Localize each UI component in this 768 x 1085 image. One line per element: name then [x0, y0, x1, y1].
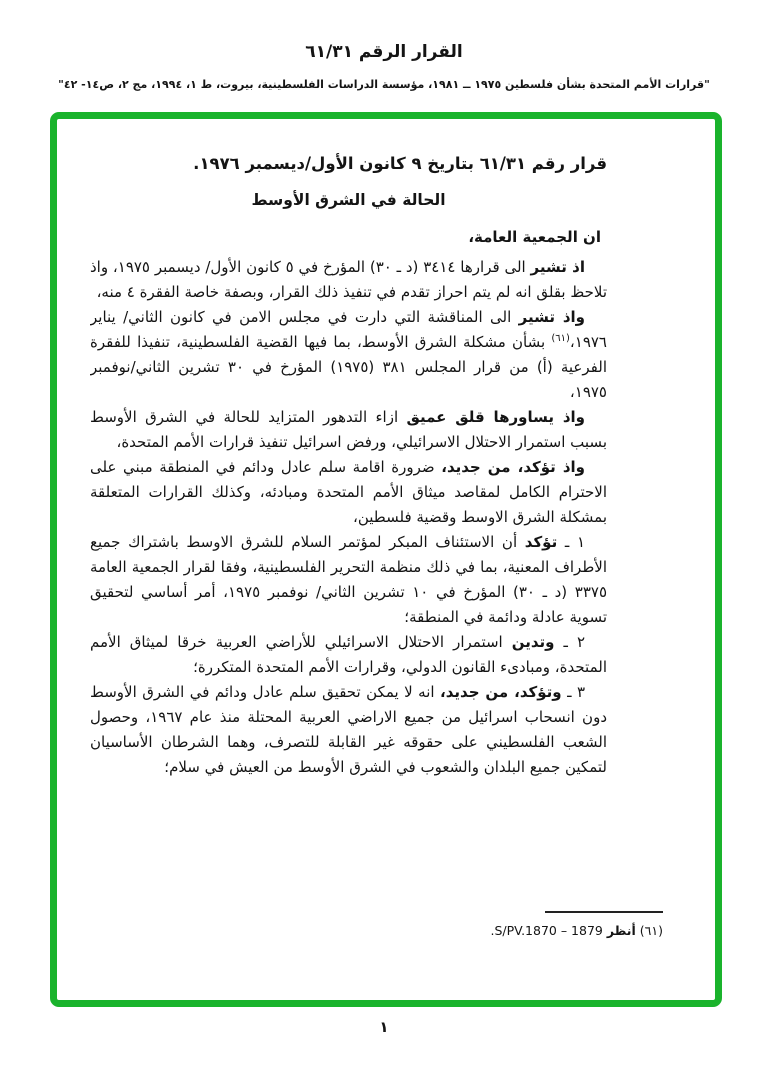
paragraph-number: ١ ـ [557, 533, 585, 551]
resolution-content [90, 143, 607, 901]
operative-paragraph-1 [90, 530, 607, 630]
paragraph-lead: واذ يساورها قلق عميق [406, 408, 586, 426]
paragraph-text: الى قرارها ٣٤١٤ (د ـ ٣٠) المؤرخ في ٥ كانون الأول/ ديسمبر ١٩٧٥، واذ تلاحظ بقلق انه لم يتم احراز تقدم في تنفيذ ذلك القرار، وبصفة خاصة الفقرة ٤ منه، [90, 258, 607, 301]
preamble-paragraph-2 [90, 305, 607, 405]
operative-paragraph-3 [90, 680, 607, 780]
page-number: ١ [379, 1018, 389, 1036]
preamble-paragraph-1 [90, 255, 607, 305]
paragraph-text: الى المناقشة التي دارت في مجلس الامن في كانون الثاني/ يناير ١٩٧٦، [90, 308, 607, 351]
preamble-paragraph-4 [90, 455, 607, 530]
operative-paragraph-2 [90, 630, 607, 680]
paragraph-text: ضرورة اقامة سلم عادل ودائم في المنطقة مبني على الاحترام الكامل لمقاصد ميثاق الأمم المتحدة ومبادئه، وكذلك القرارات المتعلقة بمشكلة الشرق الاوسط وقضية فلسطين، [90, 458, 607, 526]
paragraph-text: انه لا يمكن تحقيق سلم عادل ودائم في الشرق الأوسط دون انسحاب اسرائيل من جميع الاراضي العربية المحتلة منذ عام ١٩٦٧، وحصول الشعب الفلسطيني على حقوقه غير القابلة للتصرف، وهما الشرطان الأساسيان لتمكين جميع البلدان والشعوب في الشرق الأوسط من العيش في سلام؛ [90, 683, 607, 776]
footnote-separator [545, 911, 663, 913]
footnote-reference: S/PV.1870 – 1879. [490, 923, 603, 938]
paragraph-text: ازاء التدهور المتزايد للحالة في الشرق الأوسط بسبب استمرار الاحتلال الاسرائيلي، ورفض اسرائيل تنفيذ قرارات الأمم المتحدة، [90, 408, 607, 451]
resolution-title: قرار رقم ٦١/٣١ بتاريخ ٩ كانون الأول/ديسمبر ١٩٧٦. [193, 154, 607, 173]
paragraph-text: أن الاستئناف المبكر لمؤتمر السلام للشرق الاوسط باشتراك جميع الأطراف المعنية، بما في ذلك منظمة التحرير الفلسطينية، وفقا لقرار الجمعية العامة ٣٣٧٥ (د ـ ٣٠) المؤرخ في ١٠ تشرين الثاني/ نوفمبر ١٩٧٥، أمر أساسي لتحقيق تسوية عادلة ودائمة في المنطقة؛ [90, 533, 607, 626]
page-header-title: القرار الرقم ٦١/٣١ [305, 42, 463, 62]
footnote [233, 903, 663, 940]
footnote-text [233, 922, 663, 940]
paragraph-text: استمرار الاحتلال الاسرائيلي للأراضي العربية خرقا لميثاق الأمم المتحدة، ومبادىء القانون الدولي، وقرارات الأمم المتحدة المتكررة؛ [90, 633, 607, 676]
resolution-opening: ان الجمعية العامة، [468, 228, 601, 246]
footnote-reference-marker: (٦١) [551, 333, 570, 344]
paragraph-number: ٣ ـ [561, 683, 585, 701]
paragraph-number: ٢ ـ [554, 633, 585, 651]
paragraph-lead: اذ تشير [530, 258, 585, 276]
resolution-subject: الحالة في الشرق الأوسط [251, 191, 446, 209]
footnote-marker: (٦١) [639, 923, 663, 938]
paragraph-text: بشأن مشكلة الشرق الأوسط، بما فيها القضية الفلسطينية، تنفيذا للفقرة الفرعية (أ) من قرار المجلس ٣٨١ (١٩٧٥) المؤرخ في ٣٠ تشرين الثاني/نوفمبر ١٩٧٥، [90, 333, 607, 401]
page-header-citation: "قرارات الأمم المتحدة بشأن فلسطين ١٩٧٥ ــ ١٩٨١، مؤسسة الدراسات الفلسطينية، بيروت، ط ١، ١٩٩٤، مج ٢، ص١٤- ٤٢" [58, 78, 710, 91]
paragraph-lead: واذ تشير [518, 308, 585, 326]
paragraph-lead: وتدين [511, 633, 555, 651]
preamble-paragraph-3 [90, 405, 607, 455]
footnote-word: أنظر [606, 923, 636, 938]
paragraph-lead: وتؤكد، من جديد، [440, 683, 562, 701]
paragraph-lead: تؤكد [524, 533, 558, 551]
paragraph-lead: واذ تؤكد، من جديد، [441, 458, 585, 476]
resolution-frame [50, 112, 722, 1007]
